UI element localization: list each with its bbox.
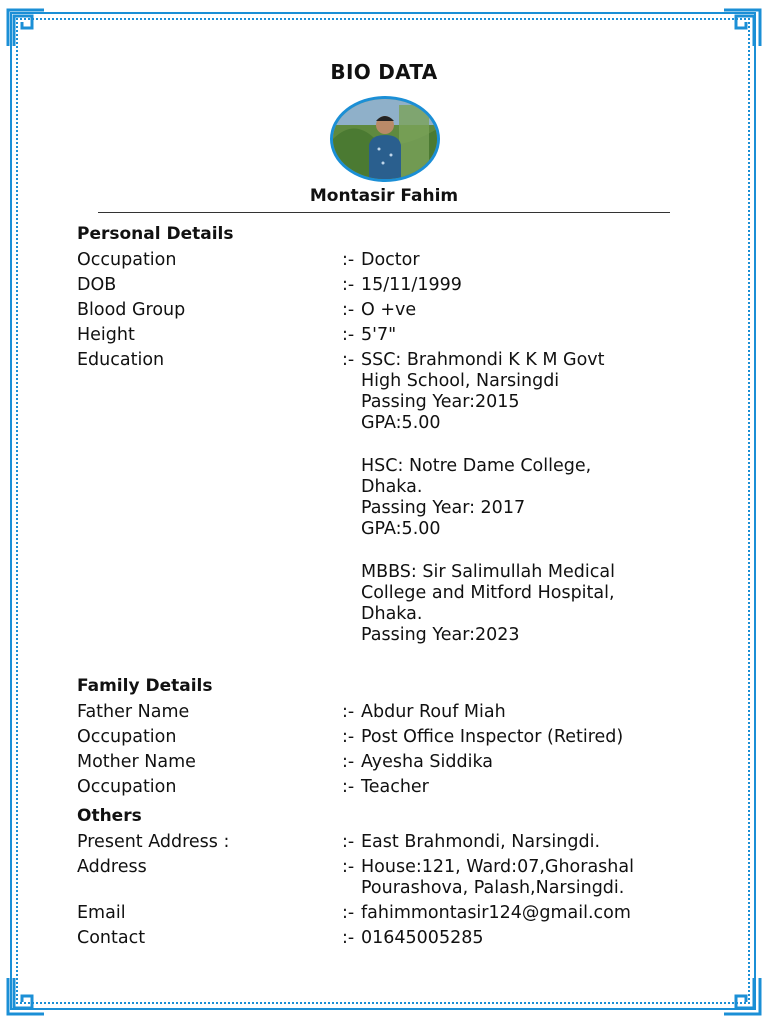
corner-ornament-bottom-left <box>4 974 48 1018</box>
field-separator: :- <box>342 250 355 270</box>
field-label: Education <box>77 350 165 370</box>
contact-value: 01645005285 <box>361 928 484 948</box>
field-separator: :- <box>342 300 355 320</box>
education-ssc: SSC: Brahmondi K K M Govt High School, Narsingdi Passing Year:2015 GPA:5.00 <box>361 350 605 433</box>
field-separator: :- <box>342 777 355 797</box>
corner-ornament-bottom-right <box>720 974 764 1018</box>
field-label: Occupation <box>77 250 177 270</box>
field-value: Abdur Rouf Miah <box>361 702 506 722</box>
field-label: Blood Group <box>77 300 186 320</box>
field-value: Ayesha Siddika <box>361 752 494 772</box>
profile-photo <box>333 99 437 179</box>
field-label: Contact <box>77 928 146 948</box>
field-value: 15/11/1999 <box>361 275 462 295</box>
section-heading-others: Others <box>77 806 142 826</box>
field-label: Father Name <box>77 702 190 722</box>
field-separator: :- <box>342 727 355 747</box>
field-label: Height <box>77 325 135 345</box>
field-label: Email <box>77 903 126 923</box>
corner-ornament-top-left <box>4 6 48 50</box>
person-name: Montasir Fahim <box>309 186 459 206</box>
field-value: House:121, Ward:07,Ghorashal Pourashova, Palash,Narsingdi. <box>361 857 634 898</box>
education-mbbs: MBBS: Sir Salimullah Medical College and Mitford Hospital, Dhaka. Passing Year:2023 <box>361 562 615 645</box>
field-label: Occupation <box>77 727 177 747</box>
field-separator: :- <box>342 275 355 295</box>
field-separator: :- <box>342 702 355 722</box>
corner-ornament-top-right <box>720 6 764 50</box>
field-value: 5'7" <box>361 325 397 345</box>
field-value: Post Office Inspector (Retired) <box>361 727 624 747</box>
section-heading-family: Family Details <box>77 676 213 696</box>
education-hsc: HSC: Notre Dame College, Dhaka. Passing Year: 2017 GPA:5.00 <box>361 456 592 539</box>
field-value: O +ve <box>361 300 417 320</box>
field-separator: :- <box>342 857 355 877</box>
field-label: Address <box>77 857 147 877</box>
field-separator: :- <box>342 350 355 370</box>
field-value: Doctor <box>361 250 420 270</box>
divider <box>98 212 670 213</box>
field-value: Teacher <box>361 777 429 797</box>
field-separator: :- <box>342 928 355 948</box>
avatar <box>330 96 440 182</box>
field-label: Occupation <box>77 777 177 797</box>
field-value: East Brahmondi, Narsingdi. <box>361 832 601 852</box>
field-separator: :- <box>342 325 355 345</box>
field-label: DOB <box>77 275 117 295</box>
field-separator: :- <box>342 903 355 923</box>
field-label: Present Address : <box>77 832 230 852</box>
field-separator: :- <box>342 832 355 852</box>
page-title: BIO DATA <box>330 60 438 84</box>
field-separator: :- <box>342 752 355 772</box>
field-label: Mother Name <box>77 752 196 772</box>
email-value: fahimmontasir124@gmail.com <box>361 903 631 923</box>
section-heading-personal: Personal Details <box>77 224 234 244</box>
